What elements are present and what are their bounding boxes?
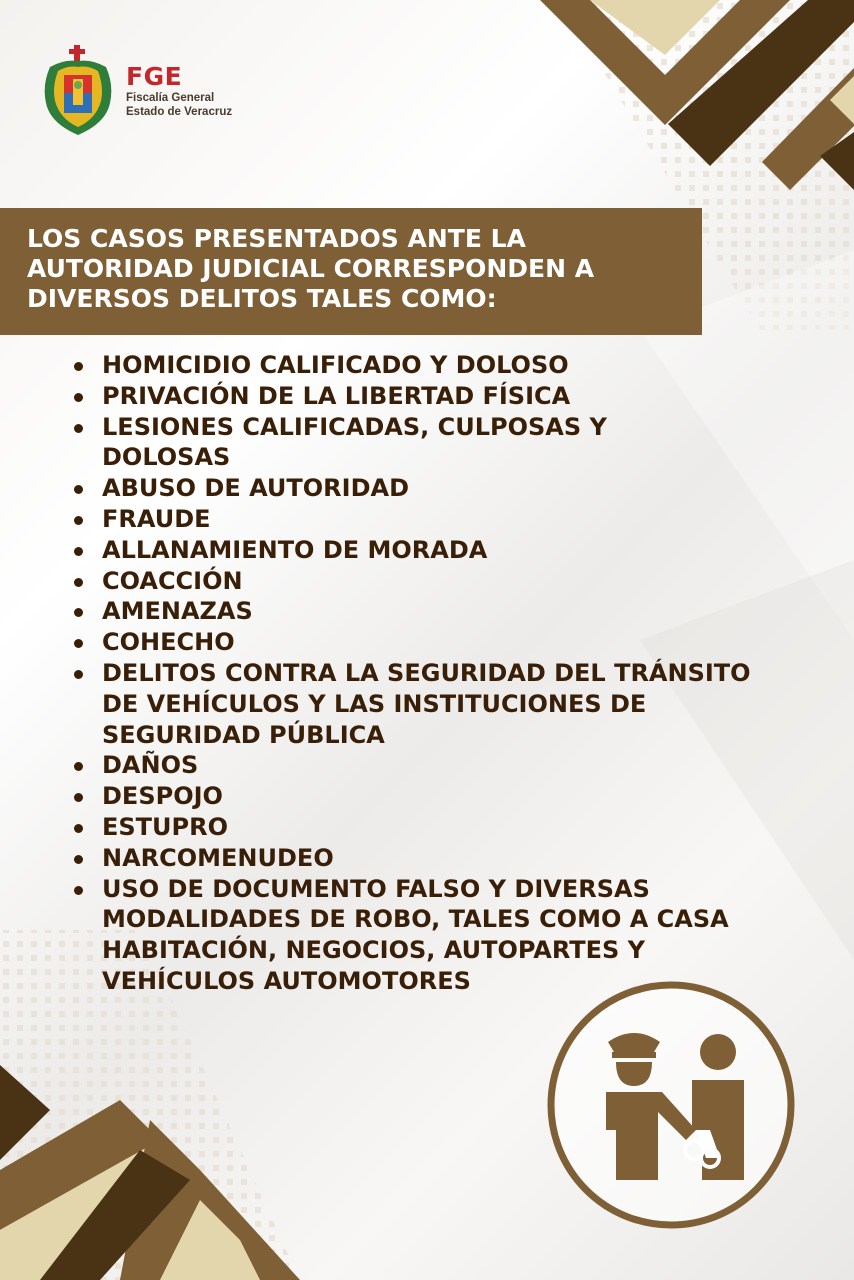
list-item: NARCOMENUDEO [70, 843, 770, 874]
org-name-line2: Estado de Veracruz [126, 106, 233, 118]
bullet-icon [74, 516, 83, 525]
bullet-icon [74, 362, 83, 371]
crime-list [70, 350, 770, 997]
list-item: PRIVACIÓN DE LA LIBERTAD FÍSICA [70, 381, 770, 412]
list-item: DAÑOS [70, 750, 770, 781]
bullet-icon [74, 485, 83, 494]
list-item: FRAUDE [70, 504, 770, 535]
bullet-icon [74, 855, 83, 864]
veracruz-coat-of-arms-icon [40, 45, 118, 137]
banner-title: LOS CASOS PRESENTADOS ANTE LA AUTORIDAD JUDICIAL CORRESPONDEN A DIVERSOS DELITOS TALES COMO: [27, 224, 595, 313]
bullet-icon [74, 824, 83, 833]
bullet-icon [74, 886, 83, 895]
bullet-icon [74, 762, 83, 771]
logo-text [126, 63, 232, 119]
list-item: LESIONES CALIFICADAS, CULPOSAS Y DOLOSAS [70, 412, 662, 474]
list-item: USO DE DOCUMENTO FALSO Y DIVERSAS MODALIDADES DE ROBO, TALES COMO A CASA HABITACIÓN, NEGOCIOS, AUTOPARTES Y VEHÍCULOS AUTOMOTORES [70, 874, 742, 997]
list-item: DESPOJO [70, 781, 770, 812]
list-item: ABUSO DE AUTORIDAD [70, 473, 770, 504]
logo [40, 45, 240, 140]
list-item: ESTUPRO [70, 812, 770, 843]
bullet-icon [74, 670, 83, 679]
bullet-icon [74, 393, 83, 402]
list-item: HOMICIDIO CALIFICADO Y DOLOSO [70, 350, 770, 381]
bullet-icon [74, 578, 83, 587]
bullet-icon [74, 639, 83, 648]
list-item: ALLANAMIENTO DE MORADA [70, 535, 770, 566]
police-arrest-icon [546, 980, 796, 1230]
bullet-icon [74, 793, 83, 802]
org-name-line1: Fiscalía General [126, 92, 215, 104]
bullet-icon [74, 547, 83, 556]
title-banner [0, 208, 702, 335]
list-item: AMENAZAS [70, 596, 770, 627]
bullet-icon [74, 424, 83, 433]
list-item: COHECHO [70, 627, 770, 658]
list-item: COACCIÓN [70, 566, 770, 597]
bullet-icon [74, 608, 83, 617]
list-item: DELITOS CONTRA LA SEGURIDAD DEL TRÁNSITO DE VEHÍCULOS Y LAS INSTITUCIONES DE SEGURIDAD PÚBLICA [70, 658, 762, 750]
org-acronym: FGE [126, 62, 183, 91]
